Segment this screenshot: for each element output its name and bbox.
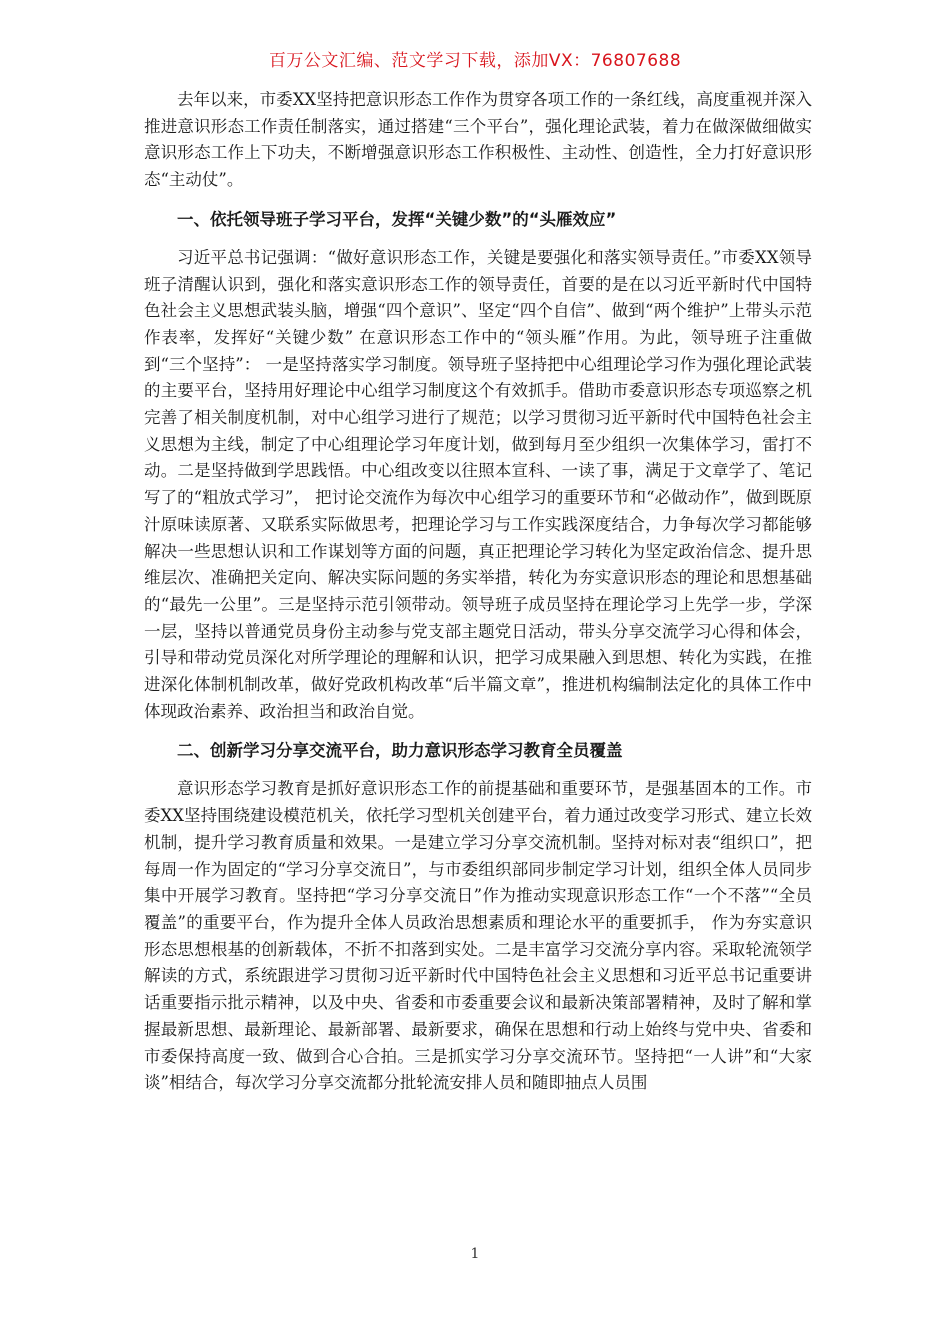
section-1-heading: 一、依托领导班子学习平台，发挥“关键少数”的“头雁效应” xyxy=(177,209,617,229)
document-body xyxy=(144,87,812,1097)
intro-paragraph: 去年以来，市委XX坚持把意识形态工作作为贯穿各项工作的一条红线，高度重视并深入推进意识形态工作责任制落实，通过搭建“三个平台”，强化理论武装，着力在做深做细做实意识形态工作上下功夫，不断增强意识形态工作积极性、主动性、创造性，全力打好意识形态“主动仗”。 xyxy=(144,90,812,190)
section-2-heading: 二、创新学习分享交流平台，助力意识形态学习教育全员覆盖 xyxy=(177,741,623,761)
section-1-paragraph: 习近平总书记强调：“做好意识形态工作，关键是要强化和落实领导责任。”市委XX领导班子清醒认识到，强化和落实意识形态工作的领导责任，首要的是在以习近平新时代中国特色社会主义思想武装头脑，增强“四个意识”、坚定“四个自信”、做到“两个维护”上带头示范作表率，发挥好“关键少数” 在意识形态工作中的“领头雁”作用。为此，领导班子注重做到“三个坚持”： 一是坚持落实学习制度。领导班子坚持把中心组理论学习作为强化理论武装的主要平台，坚持用好理论中心组学习制度这个有效抓手。借助市委意识形态专项巡察之机完善了相关制度机制，对中心组学习进行了规范；以学习贯彻习近平新时代中国特色社会主义思想为主线，制定了中心组理论学习年度计划，做到每月至少组织一次集体学习，雷打不动。二是坚持做到学思践悟。中心组改变以往照本宣科、一读了事，满足于文章学了、笔记写了的“粗放式学习”， 把讨论交流作为每次中心组学习的重要环节和“必做动作”，做到既原汁原味读原著、又联系实际做思考，把理论学习与工作实践深度结合，力争每次学习都能够解决一些思想认识和工作谋划等方面的问题，真正把理论学习转化为坚定政治信念、提升思维层次、准确把关定向、解决实际问题的务实举措，转化为夯实意识形态的理论和思想基础的“最先一公里”。三是坚持示范引领带动。领导班子成员坚持在理论学习上先学一步，学深一层，坚持以普通党员身份主动参与党支部主题党日活动，带头分享交流学习心得和体会，引导和带动党员深化对所学理论的理解和认识，把学习成果融入到思想、转化为实践，在推进深化体制机制改革，做好党政机构改革“后半篇文章”，推进机构编制法定化的具体工作中体现政治素养、政治担当和政治自觉。 xyxy=(144,247,812,721)
page-number: 1 xyxy=(470,1246,480,1262)
watermark-banner: 百万公文汇编、范文学习下载，添加VX：76807688 xyxy=(268,51,682,71)
section-2-paragraph: 意识形态学习教育是抓好意识形态工作的前提基础和重要环节，是强基固本的工作。市委XX坚持围绕建设模范机关，依托学习型机关创建平台，着力通过改变学习形式、建立长效机制，提升学习教育质量和效果。一是建立学习分享交流机制。坚持对标对表“组织口”，把每周一作为固定的“学习分享交流日”，与市委组织部同步制定学习计划，组织全体人员同步集中开展学习教育。坚持把“学习分享交流日”作为推动实现意识形态工作“一个不落”“全员覆盖”的重要平台，作为提升全体人员政治思想素质和理论水平的重要抓手， 作为夯实意识形态思想根基的创新载体，不折不扣落到实处。二是丰富学习交流分享内容。采取轮流领学解读的方式，系统跟进学习贯彻习近平新时代中国特色社会主义思想和习近平总书记重要讲话重要指示批示精神，以及中央、省委和市委重要会议和最新决策部署精神，及时了解和掌握最新思想、最新理论、最新部署、最新要求，确保在思想和行动上始终与党中央、省委和市委保持高度一致、做到合心合拍。三是抓实学习分享交流环节。坚持把“一人讲”和“大家谈”相结合，每次学习分享交流都分批轮流安排人员和随即抽点人员围 xyxy=(144,779,812,1093)
